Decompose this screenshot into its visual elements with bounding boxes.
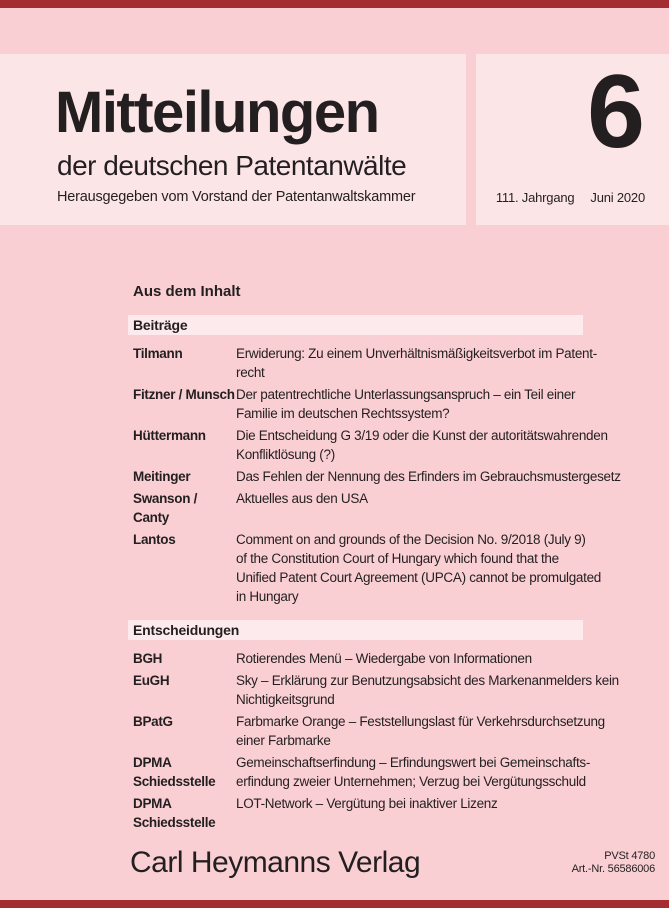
toc-title: LOT-Network – Vergütung bei inaktiver Lizenz [236,796,498,811]
issue-line [496,190,645,205]
toc-author: Hüttermann [133,428,206,443]
toc-author: Meitinger [133,469,191,484]
toc-author: EuGH [133,673,170,688]
toc-entry [133,530,602,606]
bottom-red-bar [0,900,669,908]
toc-entry [133,712,605,750]
toc-title: Sky – Erklärung zur Benutzungsabsicht des Markenanmelders kein Nichtigkeitsgrund [236,673,619,707]
section-header: Beiträge [128,315,583,335]
contents-sections [133,315,621,832]
issue-number: 6 [587,54,645,170]
article-number: Art.-Nr. 56586006 [571,863,655,875]
toc-author: BGH [133,651,163,666]
toc-title: Gemeinschaftserfindung – Erfindungswert bei Gemeinschafts- erfindung zweier Unternehmen; Verzug bei Vergütungsschuld [236,755,591,789]
toc-author: Fitzner / Munsch [133,387,235,402]
issue-date: Juni 2020 [590,190,645,205]
toc-title: Erwiderung: Zu einem Unverhältnismäßigkeitsverbot im Patent- recht [236,346,597,380]
toc-entry [133,649,585,668]
toc-title: Rotierendes Menü – Wiedergabe von Informationen [236,651,532,666]
toc-author: Swanson / Canty [133,491,198,525]
toc-author: DPMA Schiedsstelle [133,755,216,789]
toc-title: Die Entscheidung G 3/19 oder die Kunst der autoritätswahrenden Konfliktlösung (?) [236,428,608,462]
print-codes [572,850,655,876]
toc-author: DPMA Schiedsstelle [133,796,216,830]
journal-title: Mitteilungen [55,80,379,145]
toc-title: Der patentrechtliche Unterlassungsanspruch – ein Teil einer Familie im deutschen Rechtssystem? [236,387,576,421]
toc-entry [133,426,608,464]
journal-tagline: Herausgegeben vom Vorstand der Patentanwaltskammer [57,188,416,205]
section-header: Entscheidungen [128,620,583,640]
postal-id: PVSt 4780 [604,850,655,862]
volume-label: 111. Jahrgang [495,190,575,205]
toc-entry [133,753,591,791]
toc-entry [133,671,619,709]
toc-author: Tilmann [133,346,183,361]
toc-entry [133,467,621,486]
top-red-bar [0,0,669,8]
toc-title: Aktuelles aus den USA [236,491,368,506]
toc-entry [133,794,585,832]
publisher-name: Carl Heymanns Verlag [130,846,421,879]
journal-subtitle: der deutschen Patentanwälte [57,150,407,181]
masthead-right-panel [476,54,669,225]
contents-heading: Aus dem Inhalt [133,283,241,300]
masthead-left-panel [0,54,466,225]
table-of-contents [133,283,621,835]
toc-entry [133,385,585,423]
toc-entry [133,344,597,382]
toc-author: Lantos [133,532,176,547]
toc-title: Comment on and grounds of the Decision No. 9/2018 (July 9) of the Constitution Court of Hungary which found that the Unified Patent Court Agreement (UPCA) cannot be promulgated in Hungary [236,532,602,604]
toc-author: BPatG [133,714,173,729]
toc-title: Farbmarke Orange – Feststellungslast für Verkehrsdurchsetzung einer Farbmarke [236,714,605,748]
toc-entry [133,489,585,527]
toc-title: Das Fehlen der Nennung des Erfinders im Gebrauchsmustergesetz [236,469,621,484]
